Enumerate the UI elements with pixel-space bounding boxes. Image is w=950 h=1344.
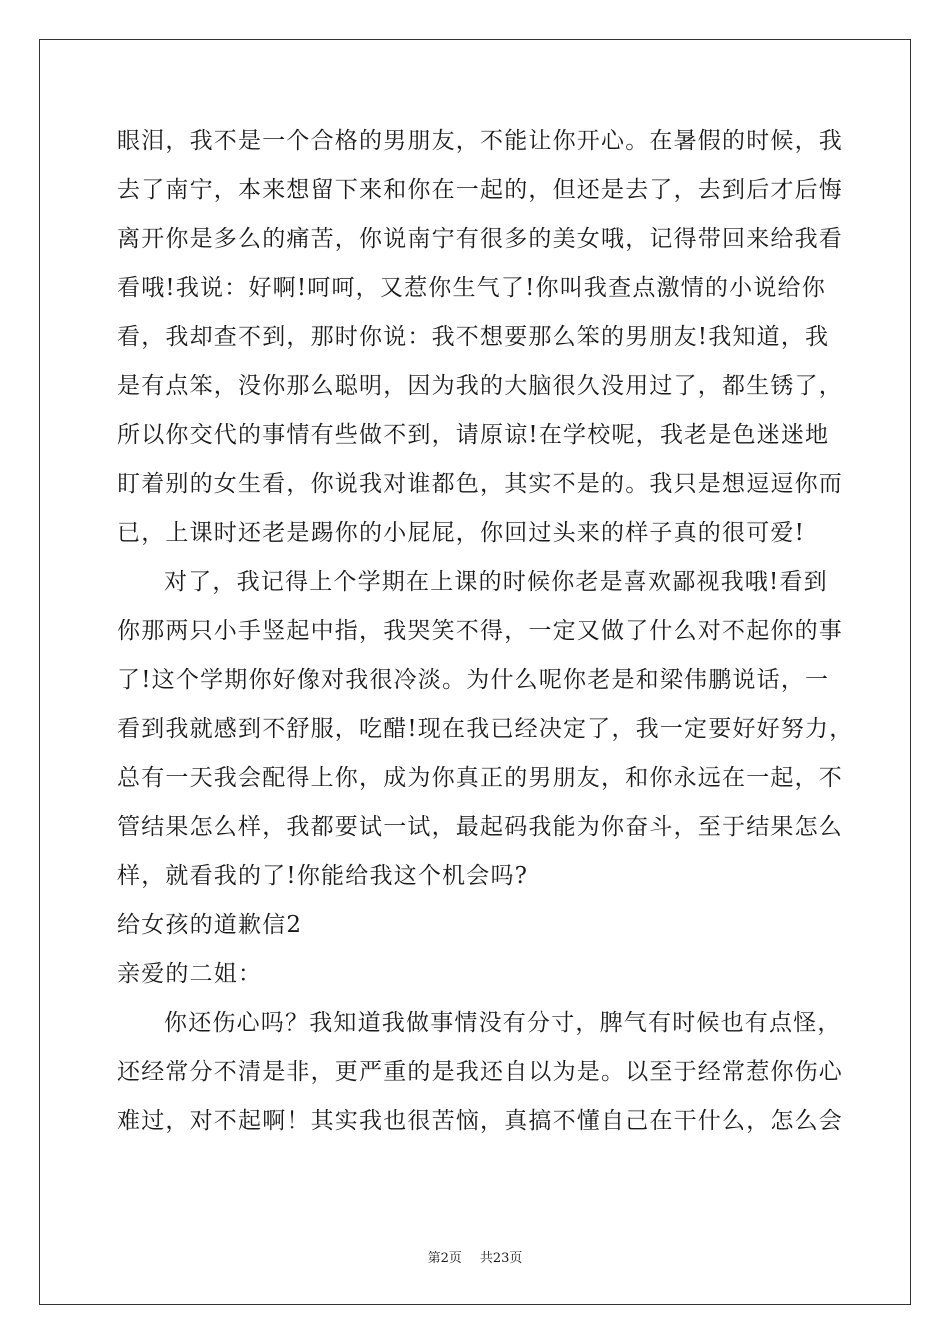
paragraph-first-line: 对了，我记得上个学期在上课的时候你老是喜欢鄙视我哦!看到 <box>164 569 828 595</box>
text-line: 样，就看我的了!你能给我这个机会吗? <box>117 863 529 889</box>
text-line: 看，我却查不到，那时你说：我不想要那么笨的男朋友!我知道，我 <box>117 324 830 350</box>
text-line: 眼泪，我不是一个合格的男朋友，不能让你开心。在暑假的时候，我 <box>117 128 843 154</box>
text-line: 你那两只小手竖起中指，我哭笑不得，一定又做了什么对不起你的事 <box>117 618 843 644</box>
salutation: 亲爱的二姐： <box>117 961 263 987</box>
page-footer <box>0 1247 950 1266</box>
text-line: 已，上课时还老是踢你的小屁屁，你回过头来的样子真的很可爱! <box>117 520 806 546</box>
text-line: 盯着别的女生看，你说我对谁都色，其实不是的。我只是想逗逗你而 <box>117 471 843 497</box>
text-line: 所以你交代的事情有些做不到，请原谅!在学校呢，我老是色迷迷地 <box>117 422 830 448</box>
text-line: 去了南宁，本来想留下来和你在一起的，但还是去了，去到后才后悔 <box>117 177 843 203</box>
text-line: 了!这个学期你好像对我很冷淡。为什么呢你老是和梁伟鹏说话，一 <box>117 667 830 693</box>
section-heading: 给女孩的道歉信2 <box>117 912 303 938</box>
text-line: 看到我就感到不舒服，吃醋!现在我已经决定了，我一定要好好努力， <box>117 716 854 742</box>
text-line: 管结果怎么样，我都要试一试，最起码我能为你奋斗，至于结果怎么 <box>117 814 843 840</box>
text-line: 是有点笨，没你那么聪明，因为我的大脑很久没用过了，都生锈了， <box>117 373 843 399</box>
paragraph-first-line: 你还伤心吗？我知道我做事情没有分寸，脾气有时候也有点怪， <box>164 1010 842 1036</box>
text-line: 难过，对不起啊！其实我也很苦恼，真搞不懂自己在干什么，怎么会 <box>117 1108 843 1134</box>
text-line: 离开你是多么的痛苦，你说南宁有很多的美女哦，记得带回来给我看 <box>117 226 843 252</box>
page-total: 共23页 <box>479 1251 523 1266</box>
text-line: 看哦!我说：好啊!呵呵，又惹你生气了!你叫我查点激情的小说给你 <box>117 275 826 301</box>
page-number: 第2页 <box>427 1251 462 1266</box>
text-line: 还经常分不清是非，更严重的是我还自以为是。以至于经常惹你伤心 <box>117 1059 843 1085</box>
text-line: 总有一天我会配得上你，成为你真正的男朋友，和你永远在一起，不 <box>117 765 843 791</box>
